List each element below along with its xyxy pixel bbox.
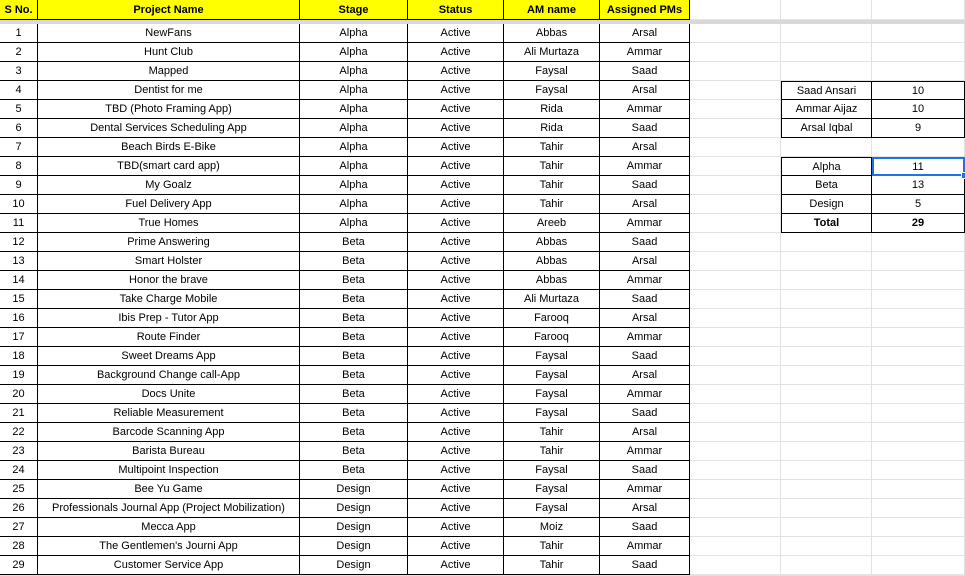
cell-status[interactable]: Active [408, 347, 504, 366]
frozen-row-divider[interactable] [0, 20, 965, 24]
cell-sno[interactable]: 21 [0, 404, 38, 423]
cell-stage[interactable]: Beta [300, 309, 408, 328]
pm-summary-name[interactable]: Saad Ansari [781, 81, 872, 100]
cell-am-name[interactable]: Tahir [504, 157, 600, 176]
cell-assigned-pms[interactable]: Ammar [600, 100, 690, 119]
cell-project-name[interactable]: Beach Birds E-Bike [38, 138, 300, 157]
cell-status[interactable]: Active [408, 81, 504, 100]
cell-status[interactable]: Active [408, 442, 504, 461]
cell-stage[interactable]: Beta [300, 233, 408, 252]
cell-status[interactable]: Active [408, 328, 504, 347]
cell-project-name[interactable]: Docs Unite [38, 385, 300, 404]
empty-cell[interactable] [690, 157, 781, 176]
cell-sno[interactable]: 16 [0, 309, 38, 328]
cell-assigned-pms[interactable]: Saad [600, 556, 690, 575]
cell-assigned-pms[interactable]: Ammar [600, 214, 690, 233]
cell-status[interactable]: Active [408, 271, 504, 290]
empty-cell[interactable] [690, 81, 781, 100]
empty-cell[interactable] [872, 518, 965, 537]
cell-project-name[interactable]: TBD(smart card app) [38, 157, 300, 176]
cell-stage[interactable]: Alpha [300, 100, 408, 119]
cell-sno[interactable]: 1 [0, 24, 38, 43]
cell-project-name[interactable]: Professionals Journal App (Project Mobilization) [38, 499, 300, 518]
cell-status[interactable]: Active [408, 290, 504, 309]
cell-assigned-pms[interactable]: Arsal [600, 24, 690, 43]
cell-sno[interactable]: 6 [0, 119, 38, 138]
cell-status[interactable]: Active [408, 537, 504, 556]
stage-summary-count[interactable]: 11 [872, 157, 965, 176]
cell-sno[interactable]: 12 [0, 233, 38, 252]
empty-cell[interactable] [690, 423, 781, 442]
cell-project-name[interactable]: Dentist for me [38, 81, 300, 100]
empty-cell[interactable] [690, 461, 781, 480]
empty-cell[interactable] [781, 138, 872, 157]
empty-cell[interactable] [781, 347, 872, 366]
empty-cell[interactable] [781, 518, 872, 537]
cell-status[interactable]: Active [408, 138, 504, 157]
cell-status[interactable]: Active [408, 461, 504, 480]
cell-am-name[interactable]: Faysal [504, 62, 600, 81]
cell-stage[interactable]: Design [300, 556, 408, 575]
cell-status[interactable]: Active [408, 233, 504, 252]
empty-cell[interactable] [690, 366, 781, 385]
empty-cell[interactable] [872, 62, 965, 81]
cell-project-name[interactable]: Prime Answering [38, 233, 300, 252]
cell-assigned-pms[interactable]: Saad [600, 347, 690, 366]
empty-cell[interactable] [872, 252, 965, 271]
cell-assigned-pms[interactable]: Saad [600, 518, 690, 537]
cell-assigned-pms[interactable]: Arsal [600, 252, 690, 271]
pm-summary-count[interactable]: 9 [872, 119, 965, 138]
cell-assigned-pms[interactable]: Ammar [600, 157, 690, 176]
empty-cell[interactable] [781, 309, 872, 328]
cell-stage[interactable]: Alpha [300, 157, 408, 176]
cell-sno[interactable]: 8 [0, 157, 38, 176]
empty-cell[interactable] [872, 271, 965, 290]
cell-am-name[interactable]: Moiz [504, 518, 600, 537]
header-status[interactable]: Status [408, 0, 504, 20]
cell-project-name[interactable]: Smart Holster [38, 252, 300, 271]
empty-cell[interactable] [690, 537, 781, 556]
empty-cell[interactable] [872, 347, 965, 366]
cell-am-name[interactable]: Abbas [504, 271, 600, 290]
cell-status[interactable]: Active [408, 252, 504, 271]
cell-sno[interactable]: 27 [0, 518, 38, 537]
cell-am-name[interactable]: Tahir [504, 176, 600, 195]
cell-stage[interactable]: Beta [300, 461, 408, 480]
cell-am-name[interactable]: Rida [504, 119, 600, 138]
cell-project-name[interactable]: TBD (Photo Framing App) [38, 100, 300, 119]
empty-cell[interactable] [872, 499, 965, 518]
empty-cell[interactable] [690, 24, 781, 43]
cell-project-name[interactable]: True Homes [38, 214, 300, 233]
cell-am-name[interactable]: Tahir [504, 537, 600, 556]
cell-status[interactable]: Active [408, 195, 504, 214]
cell-stage[interactable]: Design [300, 537, 408, 556]
cell-sno[interactable]: 25 [0, 480, 38, 499]
cell-stage[interactable]: Design [300, 518, 408, 537]
cell-status[interactable]: Active [408, 62, 504, 81]
cell-am-name[interactable]: Faysal [504, 461, 600, 480]
empty-cell[interactable] [690, 499, 781, 518]
cell-project-name[interactable]: Hunt Club [38, 43, 300, 62]
cell-stage[interactable]: Design [300, 499, 408, 518]
empty-cell[interactable] [872, 385, 965, 404]
cell-project-name[interactable]: NewFans [38, 24, 300, 43]
cell-stage[interactable]: Beta [300, 347, 408, 366]
cell-assigned-pms[interactable]: Ammar [600, 43, 690, 62]
empty-cell[interactable] [872, 442, 965, 461]
cell-sno[interactable]: 29 [0, 556, 38, 575]
empty-cell[interactable] [781, 537, 872, 556]
cell-status[interactable]: Active [408, 404, 504, 423]
empty-cell[interactable] [690, 62, 781, 81]
header-project-name[interactable]: Project Name [38, 0, 300, 20]
cell-sno[interactable]: 3 [0, 62, 38, 81]
cell-assigned-pms[interactable]: Ammar [600, 271, 690, 290]
cell-am-name[interactable]: Tahir [504, 423, 600, 442]
cell-am-name[interactable]: Tahir [504, 442, 600, 461]
empty-cell[interactable] [872, 556, 965, 575]
empty-cell[interactable] [690, 328, 781, 347]
empty-cell[interactable] [781, 442, 872, 461]
cell-assigned-pms[interactable]: Saad [600, 461, 690, 480]
cell-project-name[interactable]: Mapped [38, 62, 300, 81]
cell-status[interactable]: Active [408, 157, 504, 176]
empty-cell[interactable] [690, 195, 781, 214]
empty-cell[interactable] [781, 499, 872, 518]
empty-cell[interactable] [690, 271, 781, 290]
cell-sno[interactable]: 7 [0, 138, 38, 157]
cell-stage[interactable]: Beta [300, 423, 408, 442]
stage-summary-count[interactable]: 5 [872, 195, 965, 214]
cell-assigned-pms[interactable]: Saad [600, 62, 690, 81]
cell-assigned-pms[interactable]: Arsal [600, 366, 690, 385]
cell-project-name[interactable]: Dental Services Scheduling App [38, 119, 300, 138]
pm-summary-count[interactable]: 10 [872, 100, 965, 119]
empty-cell[interactable] [781, 62, 872, 81]
empty-cell[interactable] [872, 24, 965, 43]
cell-stage[interactable]: Alpha [300, 176, 408, 195]
cell-sno[interactable]: 9 [0, 176, 38, 195]
empty-cell[interactable] [781, 556, 872, 575]
stage-summary-name[interactable]: Design [781, 195, 872, 214]
cell-stage[interactable]: Beta [300, 366, 408, 385]
pm-summary-name[interactable]: Ammar Aijaz [781, 100, 872, 119]
stage-summary-count[interactable]: 13 [872, 176, 965, 195]
cell-project-name[interactable]: Bee Yu Game [38, 480, 300, 499]
selection-fill-handle[interactable] [961, 172, 965, 179]
cell-project-name[interactable]: The Gentlemen's Journi App [38, 537, 300, 556]
cell-status[interactable]: Active [408, 214, 504, 233]
cell-stage[interactable]: Alpha [300, 24, 408, 43]
cell-am-name[interactable]: Farooq [504, 328, 600, 347]
cell-am-name[interactable]: Ali Murtaza [504, 43, 600, 62]
cell-status[interactable]: Active [408, 309, 504, 328]
cell-assigned-pms[interactable]: Arsal [600, 423, 690, 442]
cell-am-name[interactable]: Faysal [504, 385, 600, 404]
empty-cell[interactable] [872, 366, 965, 385]
cell-status[interactable]: Active [408, 176, 504, 195]
cell-status[interactable]: Active [408, 385, 504, 404]
empty-cell[interactable] [781, 0, 872, 20]
empty-cell[interactable] [690, 43, 781, 62]
empty-cell[interactable] [781, 366, 872, 385]
header-stage[interactable]: Stage [300, 0, 408, 20]
empty-cell[interactable] [690, 385, 781, 404]
empty-cell[interactable] [690, 214, 781, 233]
empty-cell[interactable] [690, 309, 781, 328]
cell-project-name[interactable]: Honor the brave [38, 271, 300, 290]
header-am-name[interactable]: AM name [504, 0, 600, 20]
stage-total-label[interactable]: Total [781, 214, 872, 233]
cell-assigned-pms[interactable]: Arsal [600, 195, 690, 214]
cell-am-name[interactable]: Abbas [504, 233, 600, 252]
empty-cell[interactable] [690, 233, 781, 252]
cell-stage[interactable]: Alpha [300, 119, 408, 138]
cell-sno[interactable]: 19 [0, 366, 38, 385]
cell-sno[interactable]: 23 [0, 442, 38, 461]
cell-project-name[interactable]: Multipoint Inspection [38, 461, 300, 480]
cell-sno[interactable]: 11 [0, 214, 38, 233]
empty-cell[interactable] [872, 404, 965, 423]
cell-sno[interactable]: 15 [0, 290, 38, 309]
cell-project-name[interactable]: Reliable Measurement [38, 404, 300, 423]
cell-stage[interactable]: Beta [300, 271, 408, 290]
cell-assigned-pms[interactable]: Arsal [600, 81, 690, 100]
cell-stage[interactable]: Alpha [300, 214, 408, 233]
cell-status[interactable]: Active [408, 423, 504, 442]
cell-am-name[interactable]: Tahir [504, 556, 600, 575]
empty-cell[interactable] [690, 404, 781, 423]
empty-cell[interactable] [781, 480, 872, 499]
empty-cell[interactable] [690, 138, 781, 157]
empty-cell[interactable] [872, 290, 965, 309]
cell-assigned-pms[interactable]: Ammar [600, 385, 690, 404]
cell-am-name[interactable]: Tahir [504, 195, 600, 214]
cell-am-name[interactable]: Faysal [504, 404, 600, 423]
stage-summary-name[interactable]: Beta [781, 176, 872, 195]
cell-sno[interactable]: 4 [0, 81, 38, 100]
cell-sno[interactable]: 17 [0, 328, 38, 347]
empty-cell[interactable] [872, 43, 965, 62]
empty-cell[interactable] [690, 347, 781, 366]
cell-sno[interactable]: 24 [0, 461, 38, 480]
cell-am-name[interactable]: Areeb [504, 214, 600, 233]
cell-assigned-pms[interactable]: Ammar [600, 442, 690, 461]
empty-cell[interactable] [690, 119, 781, 138]
cell-am-name[interactable]: Tahir [504, 138, 600, 157]
empty-cell[interactable] [872, 0, 965, 20]
cell-status[interactable]: Active [408, 480, 504, 499]
cell-stage[interactable]: Beta [300, 404, 408, 423]
cell-am-name[interactable]: Faysal [504, 366, 600, 385]
empty-cell[interactable] [781, 404, 872, 423]
cell-assigned-pms[interactable]: Arsal [600, 499, 690, 518]
cell-assigned-pms[interactable]: Saad [600, 119, 690, 138]
cell-assigned-pms[interactable]: Ammar [600, 537, 690, 556]
cell-am-name[interactable]: Faysal [504, 499, 600, 518]
cell-am-name[interactable]: Abbas [504, 24, 600, 43]
cell-assigned-pms[interactable]: Arsal [600, 138, 690, 157]
empty-cell[interactable] [690, 290, 781, 309]
cell-stage[interactable]: Beta [300, 442, 408, 461]
cell-stage[interactable]: Design [300, 480, 408, 499]
cell-status[interactable]: Active [408, 100, 504, 119]
cell-project-name[interactable]: Mecca App [38, 518, 300, 537]
empty-cell[interactable] [690, 480, 781, 499]
cell-status[interactable]: Active [408, 119, 504, 138]
cell-am-name[interactable]: Ali Murtaza [504, 290, 600, 309]
cell-assigned-pms[interactable]: Saad [600, 233, 690, 252]
cell-status[interactable]: Active [408, 43, 504, 62]
cell-status[interactable]: Active [408, 366, 504, 385]
cell-sno[interactable]: 13 [0, 252, 38, 271]
empty-cell[interactable] [690, 100, 781, 119]
cell-assigned-pms[interactable]: Saad [600, 404, 690, 423]
cell-assigned-pms[interactable]: Saad [600, 176, 690, 195]
cell-project-name[interactable]: Barcode Scanning App [38, 423, 300, 442]
empty-cell[interactable] [781, 252, 872, 271]
cell-project-name[interactable]: Route Finder [38, 328, 300, 347]
empty-cell[interactable] [690, 176, 781, 195]
cell-project-name[interactable]: Barista Bureau [38, 442, 300, 461]
empty-cell[interactable] [781, 43, 872, 62]
cell-stage[interactable]: Alpha [300, 43, 408, 62]
empty-cell[interactable] [781, 423, 872, 442]
empty-cell[interactable] [872, 309, 965, 328]
empty-cell[interactable] [781, 461, 872, 480]
empty-cell[interactable] [781, 385, 872, 404]
empty-cell[interactable] [872, 328, 965, 347]
cell-project-name[interactable]: My Goalz [38, 176, 300, 195]
cell-assigned-pms[interactable]: Ammar [600, 480, 690, 499]
empty-cell[interactable] [690, 442, 781, 461]
cell-am-name[interactable]: Abbas [504, 252, 600, 271]
empty-cell[interactable] [690, 0, 781, 20]
cell-status[interactable]: Active [408, 24, 504, 43]
header-assigned-pms[interactable]: Assigned PMs [600, 0, 690, 20]
cell-stage[interactable]: Beta [300, 385, 408, 404]
empty-cell[interactable] [872, 537, 965, 556]
cell-project-name[interactable]: Fuel Delivery App [38, 195, 300, 214]
empty-cell[interactable] [690, 518, 781, 537]
cell-sno[interactable]: 20 [0, 385, 38, 404]
cell-sno[interactable]: 18 [0, 347, 38, 366]
cell-project-name[interactable]: Customer Service App [38, 556, 300, 575]
cell-am-name[interactable]: Faysal [504, 347, 600, 366]
cell-stage[interactable]: Alpha [300, 81, 408, 100]
cell-stage[interactable]: Beta [300, 290, 408, 309]
cell-stage[interactable]: Alpha [300, 195, 408, 214]
cell-project-name[interactable]: Ibis Prep - Tutor App [38, 309, 300, 328]
empty-cell[interactable] [690, 252, 781, 271]
cell-project-name[interactable]: Background Change call-App [38, 366, 300, 385]
empty-cell[interactable] [872, 138, 965, 157]
empty-cell[interactable] [781, 328, 872, 347]
cell-sno[interactable]: 28 [0, 537, 38, 556]
cell-sno[interactable]: 26 [0, 499, 38, 518]
header-sno[interactable]: S No. [0, 0, 38, 20]
cell-assigned-pms[interactable]: Saad [600, 290, 690, 309]
cell-am-name[interactable]: Rida [504, 100, 600, 119]
cell-sno[interactable]: 2 [0, 43, 38, 62]
empty-cell[interactable] [781, 290, 872, 309]
pm-summary-name[interactable]: Arsal Iqbal [781, 119, 872, 138]
cell-sno[interactable]: 5 [0, 100, 38, 119]
cell-am-name[interactable]: Farooq [504, 309, 600, 328]
cell-project-name[interactable]: Take Charge Mobile [38, 290, 300, 309]
cell-stage[interactable]: Beta [300, 328, 408, 347]
empty-cell[interactable] [872, 461, 965, 480]
stage-total-count[interactable]: 29 [872, 214, 965, 233]
empty-cell[interactable] [872, 480, 965, 499]
cell-status[interactable]: Active [408, 499, 504, 518]
cell-stage[interactable]: Beta [300, 252, 408, 271]
empty-cell[interactable] [872, 233, 965, 252]
cell-stage[interactable]: Alpha [300, 138, 408, 157]
empty-cell[interactable] [781, 24, 872, 43]
cell-am-name[interactable]: Faysal [504, 480, 600, 499]
cell-assigned-pms[interactable]: Arsal [600, 309, 690, 328]
cell-sno[interactable]: 10 [0, 195, 38, 214]
empty-cell[interactable] [781, 271, 872, 290]
cell-assigned-pms[interactable]: Ammar [600, 328, 690, 347]
pm-summary-count[interactable]: 10 [872, 81, 965, 100]
cell-am-name[interactable]: Faysal [504, 81, 600, 100]
stage-summary-name[interactable]: Alpha [781, 157, 872, 176]
cell-sno[interactable]: 14 [0, 271, 38, 290]
empty-cell[interactable] [781, 233, 872, 252]
cell-stage[interactable]: Alpha [300, 62, 408, 81]
cell-status[interactable]: Active [408, 518, 504, 537]
empty-cell[interactable] [872, 423, 965, 442]
cell-project-name[interactable]: Sweet Dreams App [38, 347, 300, 366]
cell-sno[interactable]: 22 [0, 423, 38, 442]
cell-status[interactable]: Active [408, 556, 504, 575]
empty-cell[interactable] [690, 556, 781, 575]
